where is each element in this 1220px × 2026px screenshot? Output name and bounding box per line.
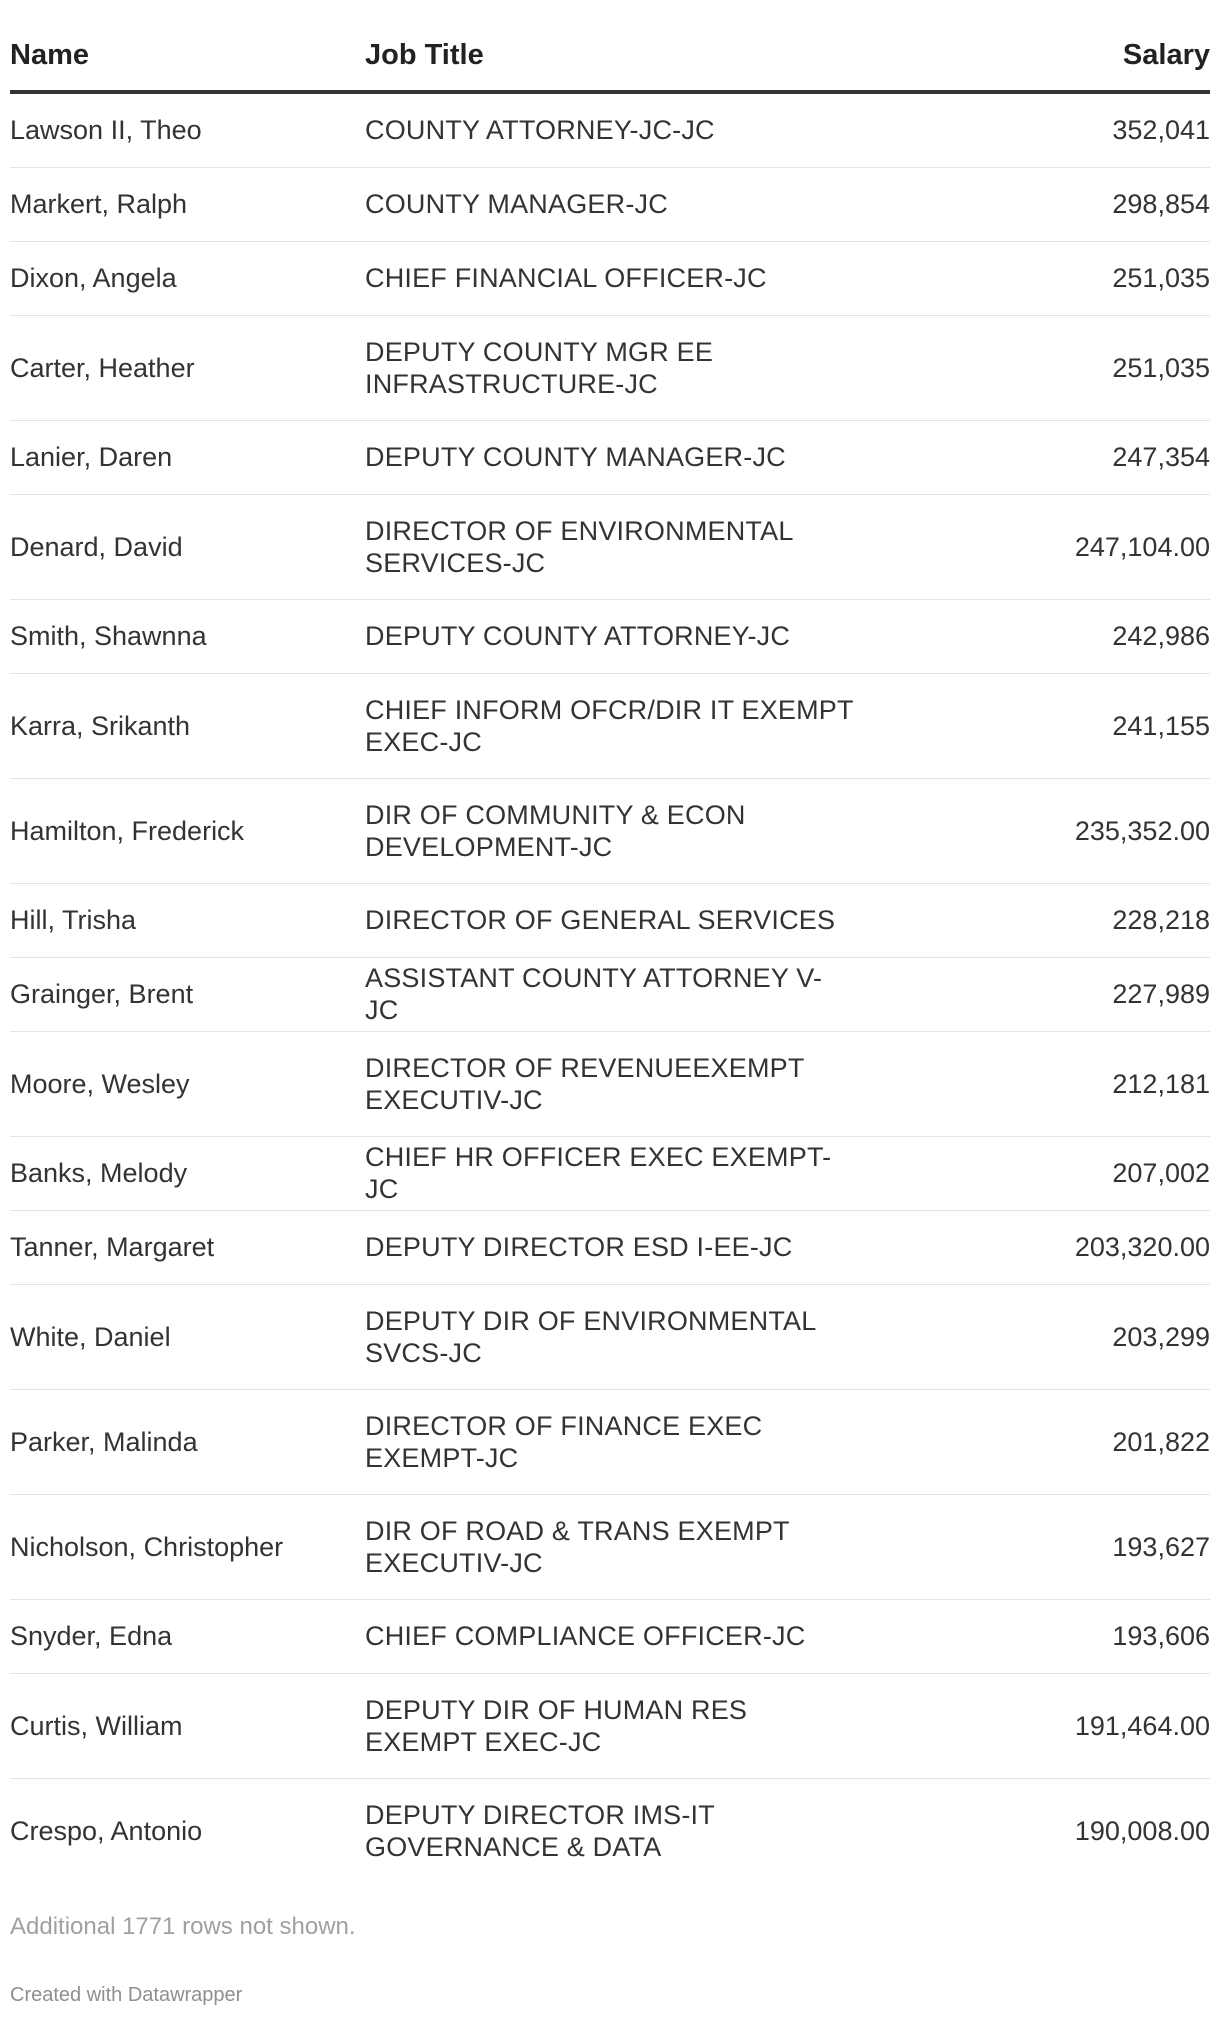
cell-salary: 193,627 bbox=[870, 1494, 1210, 1599]
cell-name: Lawson II, Theo bbox=[10, 92, 365, 168]
cell-name: Parker, Malinda bbox=[10, 1389, 365, 1494]
cell-salary: 298,854 bbox=[870, 167, 1210, 241]
table-row bbox=[10, 1136, 1210, 1210]
cell-job-title bbox=[365, 1778, 870, 1883]
column-header-salary[interactable]: Salary bbox=[870, 40, 1210, 92]
cell-name: Dixon, Angela bbox=[10, 241, 365, 315]
cell-name: White, Daniel bbox=[10, 1284, 365, 1389]
table-row bbox=[10, 494, 1210, 599]
cell-job-title bbox=[365, 420, 870, 494]
cell-salary: 191,464.00 bbox=[870, 1673, 1210, 1778]
cell-job-title-text: ASSISTANT COUNTY ATTORNEY V-JC bbox=[365, 963, 823, 1026]
cell-job-title-text: COUNTY MANAGER-JC bbox=[365, 189, 668, 220]
cell-name: Denard, David bbox=[10, 494, 365, 599]
table-row bbox=[10, 599, 1210, 673]
table-row bbox=[10, 1778, 1210, 1883]
cell-salary: 190,008.00 bbox=[1074, 1815, 1210, 1846]
column-header-name[interactable]: Name bbox=[10, 40, 365, 92]
cell-name: Hill, Trisha bbox=[10, 883, 365, 957]
cell-job-title bbox=[365, 778, 870, 883]
table-row bbox=[10, 420, 1210, 494]
table-row bbox=[10, 315, 1210, 420]
cell-job-title bbox=[365, 1673, 870, 1778]
table-row bbox=[10, 241, 1210, 315]
cell-name: Banks, Melody bbox=[10, 1136, 365, 1210]
salary-table bbox=[10, 40, 1210, 1883]
cell-job-title-text: DIRECTOR OF REVENUEEXEMPT EXECUTIV-JC bbox=[365, 1052, 805, 1115]
cell-name: Crespo, Antonio bbox=[10, 1815, 203, 1846]
table-row bbox=[10, 92, 1210, 168]
table-row bbox=[10, 1389, 1210, 1494]
cell-salary: 251,035 bbox=[870, 241, 1210, 315]
cell-job-title bbox=[365, 957, 870, 1031]
cell-salary: 241,155 bbox=[870, 673, 1210, 778]
cell-job-title-text: DEPUTY COUNTY ATTORNEY-JC bbox=[365, 621, 791, 652]
cell-salary: 247,104.00 bbox=[870, 494, 1210, 599]
cell-job-title-text: DIRECTOR OF ENVIRONMENTAL SERVICES-JC bbox=[365, 515, 793, 578]
table-row bbox=[10, 673, 1210, 778]
cell-salary: 247,354 bbox=[870, 420, 1210, 494]
cell-name: Snyder, Edna bbox=[10, 1599, 365, 1673]
cell-salary: 207,002 bbox=[870, 1136, 1210, 1210]
cell-job-title bbox=[365, 494, 870, 599]
cell-job-title-text: COUNTY ATTORNEY-JC-JC bbox=[365, 115, 715, 146]
table-row bbox=[10, 1494, 1210, 1599]
cell-job-title bbox=[365, 92, 870, 168]
cell-job-title-text: DEPUTY COUNTY MGR EE INFRASTRUCTURE-JC bbox=[365, 336, 714, 399]
table-row bbox=[10, 1210, 1210, 1284]
cell-name: Hamilton, Frederick bbox=[10, 778, 365, 883]
datawrapper-table-container bbox=[10, 0, 1210, 2007]
column-header-job-title[interactable]: Job Title bbox=[365, 40, 870, 92]
cell-salary: 193,606 bbox=[870, 1599, 1210, 1673]
cell-job-title bbox=[365, 1136, 870, 1210]
cell-name: Curtis, William bbox=[10, 1673, 365, 1778]
cell-job-title-text: CHIEF HR OFFICER EXEC EXEMPT-JC bbox=[365, 1142, 832, 1205]
cell-salary: 212,181 bbox=[870, 1031, 1210, 1136]
table-row bbox=[10, 778, 1210, 883]
table-row bbox=[10, 167, 1210, 241]
cell-salary: 201,822 bbox=[870, 1389, 1210, 1494]
table-notes: Additional 1771 rows not shown. bbox=[10, 1912, 356, 1940]
datawrapper-credit-link[interactable]: Created with Datawrapper bbox=[10, 1983, 243, 2006]
cell-name: Lanier, Daren bbox=[10, 420, 365, 494]
cell-salary: 235,352.00 bbox=[870, 778, 1210, 883]
cell-job-title bbox=[365, 1599, 870, 1673]
table-header-row bbox=[10, 40, 1210, 92]
cell-salary: 203,320.00 bbox=[870, 1210, 1210, 1284]
cell-job-title-text: DEPUTY DIR OF HUMAN RES EXEMPT EXEC-JC bbox=[365, 1694, 748, 1757]
table-row bbox=[10, 1031, 1210, 1136]
cell-name: Moore, Wesley bbox=[10, 1031, 365, 1136]
cell-salary: 352,041 bbox=[870, 92, 1210, 168]
cell-job-title-text: CHIEF FINANCIAL OFFICER-JC bbox=[365, 263, 767, 294]
cell-job-title bbox=[365, 315, 870, 420]
table-row bbox=[10, 1284, 1210, 1389]
cell-name: Smith, Shawnna bbox=[10, 599, 365, 673]
cell-salary: 251,035 bbox=[870, 315, 1210, 420]
cell-name: Karra, Srikanth bbox=[10, 673, 365, 778]
cell-job-title-text: CHIEF INFORM OFCR/DIR IT EXEMPT EXEC-JC bbox=[365, 694, 854, 757]
table-row bbox=[10, 883, 1210, 957]
cell-job-title bbox=[365, 1210, 870, 1284]
cell-job-title-text: DEPUTY DIRECTOR IMS-IT GOVERNANCE & DATA bbox=[365, 1799, 715, 1862]
cell-salary: 227,989 bbox=[870, 957, 1210, 1031]
cell-job-title bbox=[365, 673, 870, 778]
cell-job-title-text: DIRECTOR OF FINANCE EXEC EXEMPT-JC bbox=[365, 1410, 763, 1473]
cell-job-title-text: DEPUTY COUNTY MANAGER-JC bbox=[365, 442, 786, 473]
cell-salary: 242,986 bbox=[870, 599, 1210, 673]
cell-job-title-text: DIRECTOR OF GENERAL SERVICES bbox=[365, 905, 836, 936]
cell-job-title-text: CHIEF COMPLIANCE OFFICER-JC bbox=[365, 1621, 806, 1652]
table-row bbox=[10, 1599, 1210, 1673]
cell-job-title bbox=[365, 1284, 870, 1389]
cell-job-title bbox=[365, 883, 870, 957]
cell-salary: 203,299 bbox=[870, 1284, 1210, 1389]
cell-name: Carter, Heather bbox=[10, 315, 365, 420]
cell-name: Nicholson, Christopher bbox=[10, 1494, 365, 1599]
cell-job-title bbox=[365, 241, 870, 315]
cell-job-title bbox=[365, 1031, 870, 1136]
cell-salary: 228,218 bbox=[870, 883, 1210, 957]
cell-job-title bbox=[365, 1389, 870, 1494]
table-row bbox=[10, 1673, 1210, 1778]
cell-job-title bbox=[365, 1494, 870, 1599]
cell-name: Grainger, Brent bbox=[10, 957, 365, 1031]
cell-job-title bbox=[365, 167, 870, 241]
cell-job-title-text: DIR OF ROAD & TRANS EXEMPT EXECUTIV-JC bbox=[365, 1515, 790, 1578]
cell-job-title-text: DEPUTY DIRECTOR ESD I-EE-JC bbox=[365, 1232, 793, 1263]
cell-job-title-text: DIR OF COMMUNITY & ECON DEVELOPMENT-JC bbox=[365, 799, 746, 862]
table-row bbox=[10, 957, 1210, 1031]
cell-name: Markert, Ralph bbox=[10, 167, 365, 241]
cell-job-title bbox=[365, 599, 870, 673]
cell-job-title-text: DEPUTY DIR OF ENVIRONMENTAL SVCS-JC bbox=[365, 1305, 816, 1368]
cell-name: Tanner, Margaret bbox=[10, 1210, 365, 1284]
